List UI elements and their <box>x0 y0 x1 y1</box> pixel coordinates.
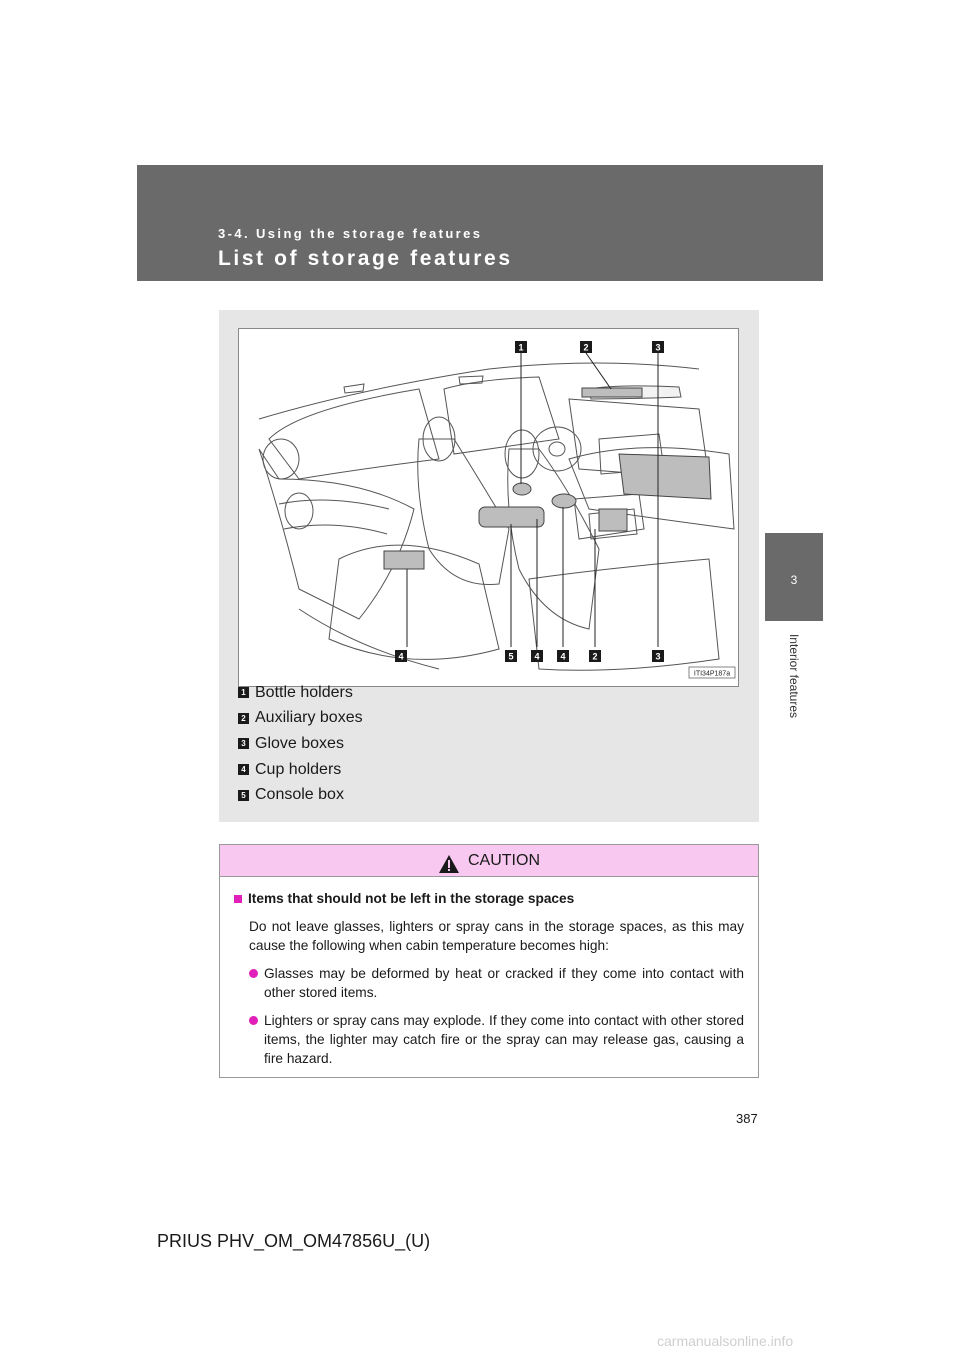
side-tab[interactable] <box>765 533 823 621</box>
document-id: PRIUS PHV_OM_OM47856U_(U) <box>157 1231 431 1251</box>
callout-bottom-5: 5 <box>508 651 514 662</box>
bottom-callouts <box>395 650 664 662</box>
caution-heading <box>234 889 744 908</box>
callout-bottom-2: 2 <box>592 651 598 662</box>
legend-list <box>238 680 363 808</box>
legend-item <box>238 731 363 757</box>
page-title: List of storage features <box>218 247 513 270</box>
section-label: 3-4. Using the storage features <box>218 226 483 241</box>
callout-bottom-4a: 4 <box>398 651 404 662</box>
callout-bottom-4b: 4 <box>534 651 540 662</box>
dot-bullet-icon <box>249 969 258 978</box>
legend-number: 2 <box>238 713 249 724</box>
page-number: 387 <box>736 1111 758 1126</box>
overhead-box-highlight <box>582 388 642 397</box>
bottle-holder-highlight <box>513 483 531 495</box>
glove-box-highlight <box>619 454 711 499</box>
interior-illustration <box>238 328 739 687</box>
legend-label: Glove boxes <box>255 734 344 752</box>
legend-number: 5 <box>238 790 249 801</box>
caution-heading-text: Items that should not be left in the storage spaces <box>248 891 575 906</box>
caution-item-text: Lighters or spray cans may explode. If they come into contact with other stored items, the lighter may catch fire or the spray can may release gas, causing a fire hazard. <box>264 1013 744 1066</box>
side-tab-title: Interior features <box>787 633 801 719</box>
aux-box-highlight <box>599 509 627 531</box>
square-bullet-icon <box>234 895 242 903</box>
legend-number: 4 <box>238 764 249 775</box>
watermark: carmanualsonline.info <box>657 1333 794 1349</box>
legend-number: 3 <box>238 738 249 749</box>
legend-label: Cup holders <box>255 760 342 778</box>
top-callouts <box>515 341 664 353</box>
figure-panel <box>219 310 759 822</box>
caution-header <box>220 845 758 877</box>
legend-item <box>238 782 363 808</box>
caution-body <box>220 877 758 1068</box>
callout-bottom-3: 3 <box>655 651 661 662</box>
side-tab-number: 3 <box>790 573 798 587</box>
rear-cup-holder-highlight <box>384 551 424 569</box>
caution-item <box>234 964 744 1002</box>
legend-item <box>238 706 363 732</box>
callout-top-2: 2 <box>583 342 589 353</box>
front-cup-holder-highlight <box>552 494 576 508</box>
callout-top-3: 3 <box>655 342 661 353</box>
callout-bottom-4c: 4 <box>560 651 566 662</box>
caution-box <box>219 844 759 1078</box>
caution-item <box>234 1011 744 1068</box>
dot-bullet-icon <box>249 1016 258 1025</box>
caution-text: Do not leave glasses, lighters or spray cans in the storage spaces, as this may cause the following when cabin temperature becomes high: <box>249 919 744 953</box>
legend-number: 1 <box>238 687 249 698</box>
caution-item-text: Glasses may be deformed by heat or cracked if they come into contact with other stored items. <box>264 966 744 1000</box>
legend-label: Auxiliary boxes <box>255 709 363 727</box>
image-code: ITI34P187a <box>693 670 731 678</box>
legend-item <box>238 680 363 706</box>
caution-title: CAUTION <box>468 851 540 869</box>
legend-item <box>238 757 363 783</box>
car-interior-drawing <box>239 329 739 687</box>
legend-label: Console box <box>255 786 344 804</box>
callout-top-1: 1 <box>518 342 524 353</box>
legend-label: Bottle holders <box>255 683 353 701</box>
warning-triangle-icon <box>438 854 460 874</box>
